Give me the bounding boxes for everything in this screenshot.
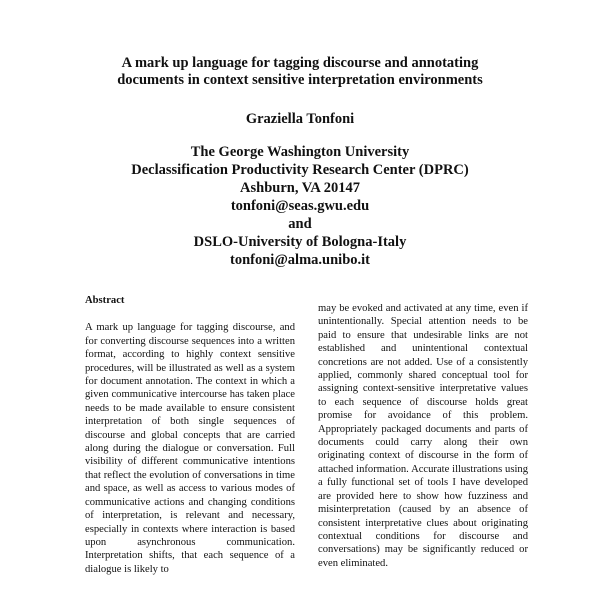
affiliation-line-address: Ashburn, VA 20147 — [240, 180, 360, 196]
affiliation-line-email-2: tonfoni@alma.unibo.it — [230, 252, 370, 268]
paper-title-line-1: A mark up language for tagging discourse and annotating — [121, 55, 479, 71]
abstract-column-right — [318, 302, 528, 570]
paper-title — [0, 55, 600, 89]
affiliation-line-bologna: DSLO-University of Bologna-Italy — [193, 234, 407, 250]
affiliation-line-university: The George Washington University — [190, 144, 410, 160]
affiliation-block — [0, 143, 600, 269]
author-name: Graziella Tonfoni — [245, 111, 355, 127]
paper-title-line-2: documents in context sensitive interpretation environments — [117, 72, 483, 88]
abstract-column-left — [85, 294, 295, 576]
affiliation-line-and: and — [288, 216, 312, 232]
affiliation-line-center: Declassification Productivity Research Center (DPRC) — [131, 162, 469, 178]
abstract-heading: Abstract — [85, 295, 125, 306]
abstract-text-left: A mark up language for tagging discourse, and for converting discourse sequences into a written format, according to highly context sensitive procedures, will be illustrated as well as a system for document annotation. The context in which a given communicative intercourse has taken place needs to be made available to ensure consistent interpretation of both single sequences of discourse and global concepts that are carried along during the dialogue or conversation. Full visibility of different communicative intentions that reflect the evolution of conversations in time and space, as well as access to various modes of communicative actions and changing conditions of interpretation, is relevant and necessary, especially in contexts where interaction is based upon asynchronous communication. Interpretation shifts, that each sequence of a dialogue is likely to — [85, 322, 295, 575]
affiliation-line-email-1: tonfoni@seas.gwu.edu — [230, 198, 370, 214]
abstract-text-right: may be evoked and activated at any time, even if unintentionally. Special attention needs to be paid to ensure that undesirable links are not established and unintentional contextual concretions are not added. Use of a consistently applied, commonly shared conceptual tool for assigning context-sensitive interpretative values to each sequence of discourse holds great promise for avoidance of this problem. Appropriately packaged documents and parts of documents could carry along their own originating context of discourse in the form of attached information. Accurate illustrations using a fully functional set of tools I have developed are provided here to show how fuzziness and misinterpretation (caused by an absence of consistent interpretative clues about originating contextual conditions for discourse and conversations) may be significantly reduced or even eliminated. — [318, 303, 528, 569]
